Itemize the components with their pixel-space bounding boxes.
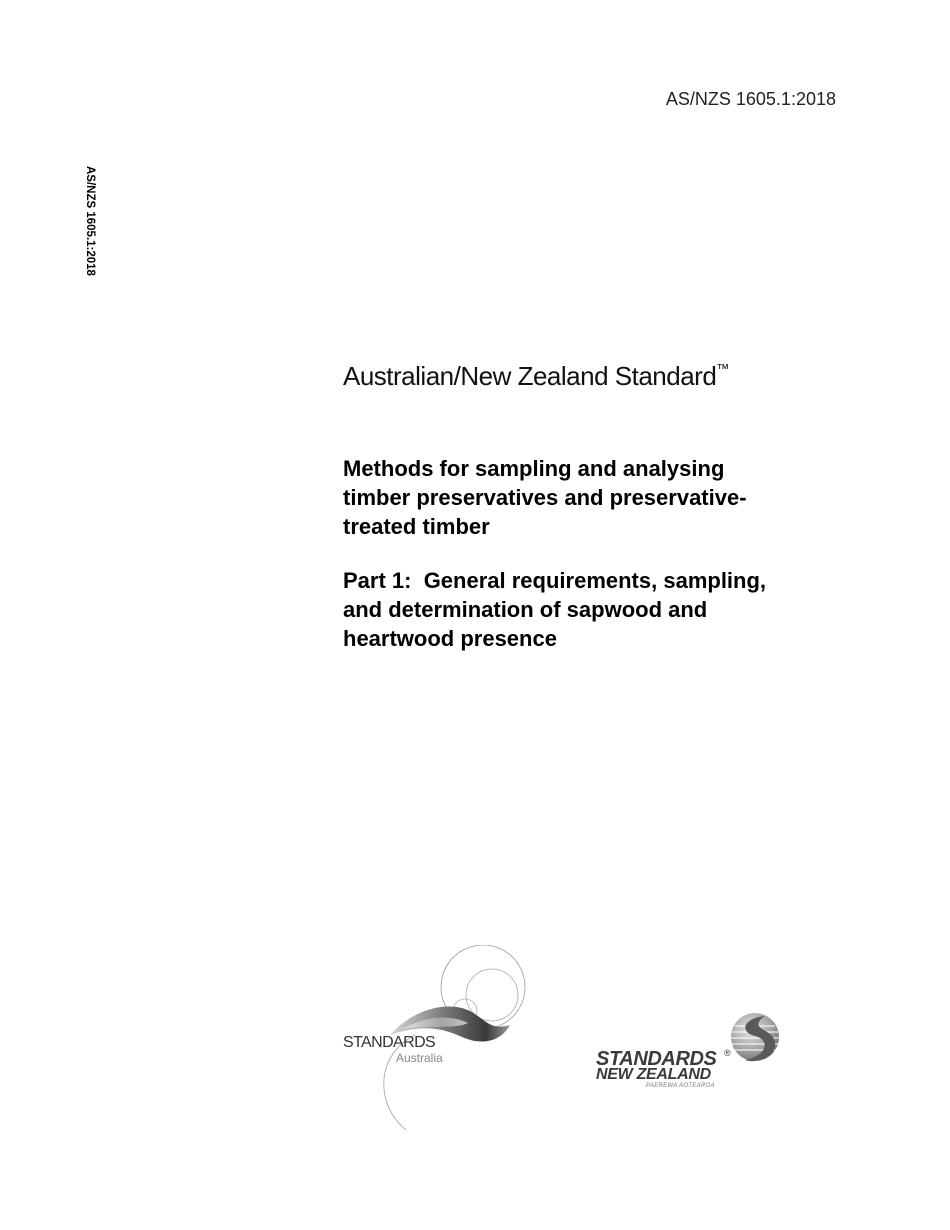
spine-label (80, 166, 100, 306)
part-line: heartwood presence (343, 626, 557, 651)
standards-nz-globe-icon (725, 1008, 783, 1066)
standards-australia-logo (340, 945, 530, 1135)
standards-nz-country: NEW ZEALAND (596, 1066, 711, 1083)
standards-nz-wordmark: STANDARDS (596, 1048, 717, 1070)
standards-australia-subtext: Australia (396, 1051, 443, 1065)
title-line: timber preservatives and preservative- (343, 485, 747, 510)
standards-australia-wordmark: STANDARDS (343, 1034, 436, 1051)
standards-nz-maori-name: PAEREWA AOTEAROA (646, 1083, 715, 1089)
document-title (343, 454, 863, 541)
document-number: AS/NZS 1605.1:2018 (665, 89, 836, 109)
trademark-symbol: ™ (716, 361, 729, 377)
part-line: Part 1: General requirements, sampling, (343, 568, 767, 593)
title-line: treated timber (343, 514, 490, 539)
series-title-text: Australian/New Zealand Standard (343, 361, 717, 391)
title-line: Methods for sampling and analysing (343, 456, 725, 481)
part-title (343, 566, 863, 653)
registered-mark: ® (724, 1048, 731, 1058)
part-line: and determination of sapwood and (343, 597, 708, 622)
spine-text: AS/NZS 1605.1:2018 (84, 166, 96, 276)
series-title (343, 361, 729, 392)
standards-new-zealand-logo (593, 1008, 793, 1098)
